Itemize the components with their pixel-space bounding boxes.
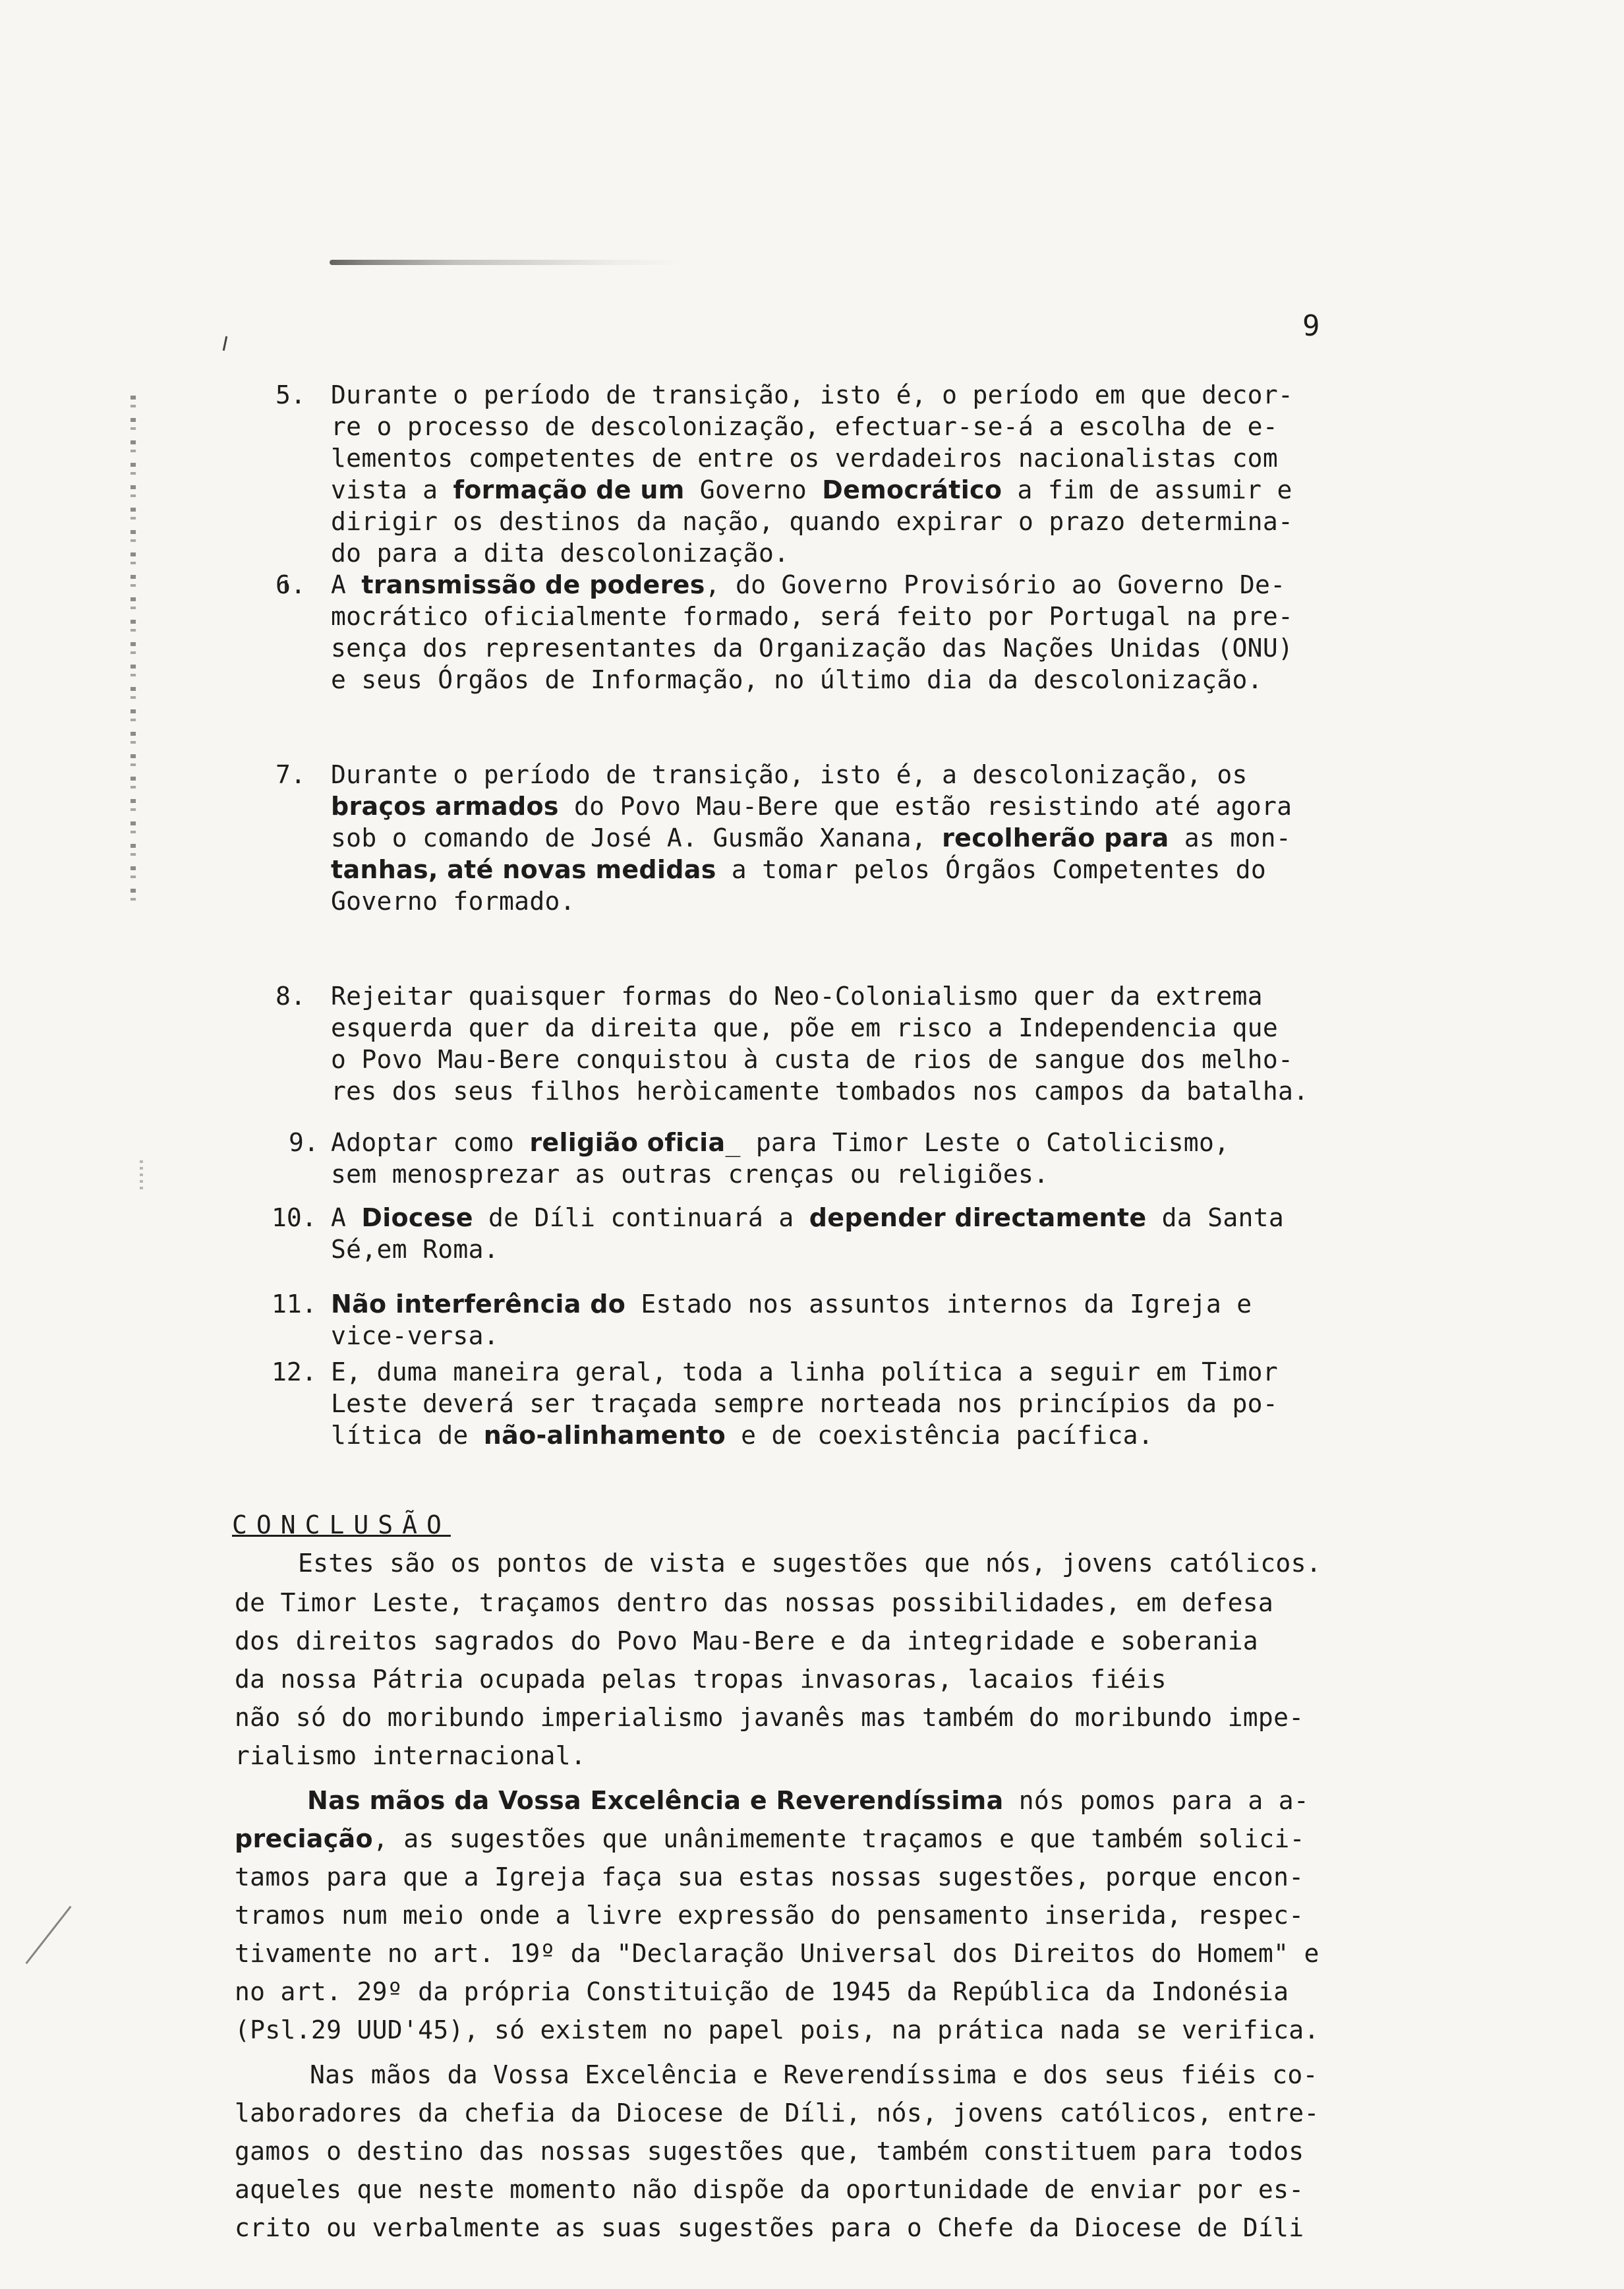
text-segment: dirigir os destinos da nação, quando expirar o prazo determina-: [331, 507, 1294, 536]
text-segment: E, duma maneira geral, toda a linha política a seguir em Timor: [331, 1357, 1279, 1386]
text-segment: Leste deverá ser traçada sempre norteada nos princípios da po-: [331, 1389, 1279, 1418]
text-segment: Estes são os pontos de vista e sugestões que nós, jovens católicos.: [298, 1549, 1321, 1578]
text-segment: sem menosprezar as outras crenças ou religiões.: [331, 1160, 1049, 1189]
text-segment: da Santa: [1146, 1203, 1285, 1232]
text-segment: Governo formado.: [331, 887, 575, 916]
bold-phrase: depender directamente: [809, 1203, 1147, 1232]
list-item-line: [331, 1388, 1278, 1419]
list-item-line: [331, 570, 1285, 600]
text-segment: Sé,em Roma.: [331, 1235, 499, 1264]
text-segment: gamos o destino das nossas sugestões que, também constituem para todos: [235, 2137, 1304, 2166]
list-item-line: [331, 1234, 499, 1264]
list-item-line: [331, 665, 1263, 695]
text-segment: não só do moribundo imperialismo javanês mas também do moribundo impe-: [235, 1703, 1304, 1732]
stray-mark: [223, 336, 228, 351]
list-item-line: [331, 886, 575, 916]
bold-phrase: não-alinhamento: [483, 1421, 726, 1450]
text-segment: crito ou verbalmente as suas sugestões para o Chefe da Diocese de Díli: [235, 2213, 1304, 2242]
bold-phrase: Nas mãos da Vossa Excelência e Reverendíssima: [307, 1786, 1004, 1815]
text-segment: , do Governo Provisório ao Governo De-: [705, 570, 1286, 599]
text-segment: Governo: [684, 475, 823, 504]
bold-phrase: recolherão para: [942, 823, 1169, 852]
list-item-line: [331, 1289, 1252, 1319]
text-segment: , as sugestões que unânimemente traçamos e que também solici-: [372, 1824, 1305, 1853]
list-item-number: 9.: [289, 1128, 319, 1157]
conclusion-line: [235, 1588, 1273, 1618]
text-segment: o Povo Mau-Bere conquistou à custa de rios de sangue dos melho-: [331, 1045, 1294, 1074]
conclusion-line: [235, 1824, 1305, 1854]
text-segment: tivamente no art. 19º da "Declaração Universal dos Direitos do Homem" e: [235, 1939, 1320, 1968]
bold-phrase: formação de um: [453, 475, 685, 504]
text-segment: do para a dita descolonização.: [331, 539, 790, 568]
text-segment: vista a: [331, 475, 453, 504]
text-segment: vice-versa.: [331, 1321, 499, 1350]
text-segment: A: [331, 570, 362, 599]
conclusion-line: [298, 1548, 1321, 1578]
list-item-line: [331, 981, 1263, 1011]
list-item-line: [331, 475, 1292, 505]
text-segment: de Díli continuará a: [473, 1203, 809, 1232]
conclusion-line: [235, 1626, 1258, 1656]
conclusion-line: [235, 2015, 1320, 2045]
list-item-number: 7.: [276, 760, 306, 789]
list-item-line: [331, 506, 1293, 537]
bold-phrase: braços armados: [331, 792, 559, 821]
text-segment: dos direitos sagrados do Povo Mau-Bere e da integridade e soberania: [235, 1626, 1258, 1655]
bold-phrase: Não interferência do: [331, 1290, 626, 1319]
conclusion-line: [235, 1938, 1320, 1969]
list-item-line: [331, 1420, 1153, 1450]
list-item-line: [331, 759, 1248, 790]
margin-pen-stroke: [25, 1906, 71, 1965]
bold-phrase: preciação: [235, 1824, 373, 1853]
list-item-number: 8.: [276, 982, 306, 1011]
text-segment: Durante o período de transição, isto é, a descolonização, os: [331, 760, 1248, 789]
conclusion-line: [235, 1862, 1304, 1892]
list-item-line: [331, 633, 1293, 663]
text-segment: Durante o período de transição, isto é, o período em que decor-: [331, 380, 1294, 409]
list-item-line: [331, 1159, 1049, 1189]
list-item-line: [331, 854, 1266, 885]
conclusion-line: [235, 2136, 1304, 2166]
text-segment: (Psl.29 UUD'45), só existem no papel pois, na prática nada se verifica.: [235, 2015, 1320, 2044]
text-segment: sob o comando de José A. Gusmão Xanana,: [331, 823, 942, 852]
text-segment: Estado nos assuntos internos da Igreja e: [625, 1290, 1252, 1319]
bold-phrase: Diocese: [361, 1203, 473, 1232]
list-item-line: [331, 1044, 1293, 1075]
text-segment: e seus Órgãos de Informação, no último dia da descolonização.: [331, 665, 1263, 694]
binding-edge-marks: [130, 396, 136, 910]
conclusion-line: [310, 2060, 1318, 2090]
text-segment: do Povo Mau-Bere que estão resistindo até agora: [558, 792, 1292, 821]
list-item-line: [331, 1127, 1229, 1158]
bold-phrase: tanhas, até novas medidas: [331, 855, 716, 884]
conclusion-line: [235, 1702, 1304, 1733]
text-segment: nós pomos para a a-: [1003, 1786, 1310, 1815]
text-segment: as mon-: [1169, 823, 1292, 852]
list-item-number: 6.: [276, 570, 306, 599]
conclusion-line: [235, 2174, 1304, 2205]
conclusion-heading: CONCLUSÃO: [232, 1510, 451, 1539]
text-segment: sença dos representantes da Organização das Nações Unidas (ONU): [331, 634, 1294, 663]
text-segment: re o processo de descolonização, efectuar-se-á a escolha de e-: [331, 412, 1279, 441]
conclusion-line: [235, 1664, 1167, 1694]
list-item-line: [331, 823, 1291, 853]
list-item-number: 11.: [272, 1290, 317, 1319]
scan-smudge: [330, 260, 685, 265]
text-segment: rialismo internacional.: [235, 1741, 587, 1770]
bold-phrase: religião oficia: [529, 1128, 726, 1157]
conclusion-line: [235, 1740, 586, 1771]
list-item-number: 5.: [276, 380, 306, 409]
text-segment: Adoptar como: [331, 1128, 530, 1157]
conclusion-line: [235, 1977, 1289, 2007]
list-item-line: [331, 1357, 1278, 1387]
conclusion-line: [235, 2213, 1304, 2243]
list-item-line: [331, 380, 1293, 410]
binding-edge-marks-lower: [140, 1160, 143, 1193]
text-segment: lítica de: [331, 1421, 484, 1450]
text-segment: tamos para que a Igreja faça sua estas nossas sugestões, porque encon-: [235, 1862, 1304, 1891]
conclusion-line: [307, 1785, 1309, 1816]
text-segment: lementos competentes de entre os verdadeiros nacionalistas com: [331, 444, 1279, 473]
text-segment: a tomar pelos Órgãos Competentes do: [716, 855, 1267, 884]
text-segment: res dos seus filhos heròicamente tombados nos campos da batalha.: [331, 1077, 1309, 1106]
conclusion-line: [235, 1900, 1304, 1930]
text-segment: _ para Timor Leste o Catolicismo,: [725, 1128, 1230, 1157]
text-segment: tramos num meio onde a livre expressão do pensamento inserida, respec-: [235, 1901, 1304, 1930]
bold-phrase: transmissão de poderes: [361, 570, 705, 599]
text-segment: no art. 29º da própria Constituição de 1945 da República da Indonésia: [235, 1977, 1289, 2006]
text-segment: aqueles que neste momento não dispõe da oportunidade de enviar por es-: [235, 2175, 1304, 2204]
text-segment: da nossa Pátria ocupada pelas tropas invasoras, lacaios fiéis: [235, 1665, 1167, 1694]
list-item-line: [331, 411, 1278, 442]
list-item-line: [331, 1076, 1308, 1106]
text-segment: Rejeitar quaisquer formas do Neo-Colonialismo quer da extrema: [331, 982, 1263, 1011]
list-item-line: [331, 791, 1292, 821]
text-segment: laboradores da chefia da Diocese de Díli, nós, jovens católicos, entre-: [235, 2098, 1320, 2127]
text-segment: e de coexistência pacífica.: [726, 1421, 1153, 1450]
list-item-line: [331, 1321, 499, 1351]
conclusion-line: [235, 2098, 1320, 2128]
text-segment: A: [331, 1203, 362, 1232]
list-item-line: [331, 601, 1293, 632]
text-segment: Nas mãos da Vossa Excelência e Reverendíssima e dos seus fiéis co-: [310, 2060, 1318, 2089]
page-number: 9: [1302, 309, 1320, 343]
text-segment: esquerda quer da direita que, põe em risco a Independencia que: [331, 1013, 1279, 1042]
list-item-number: 10.: [272, 1203, 317, 1232]
list-item-number: 12.: [272, 1357, 317, 1386]
text-segment: mocrático oficialmente formado, será feito por Portugal na pre-: [331, 602, 1294, 631]
list-item-line: [331, 443, 1278, 473]
list-item-line: [331, 538, 789, 568]
list-item-line: [331, 1203, 1284, 1233]
bold-phrase: Democrático: [822, 475, 1002, 504]
list-item-line: [331, 1013, 1278, 1043]
text-segment: a fim de assumir e: [1002, 475, 1292, 504]
text-segment: de Timor Leste, traçamos dentro das nossas possibilidades, em defesa: [235, 1588, 1274, 1617]
